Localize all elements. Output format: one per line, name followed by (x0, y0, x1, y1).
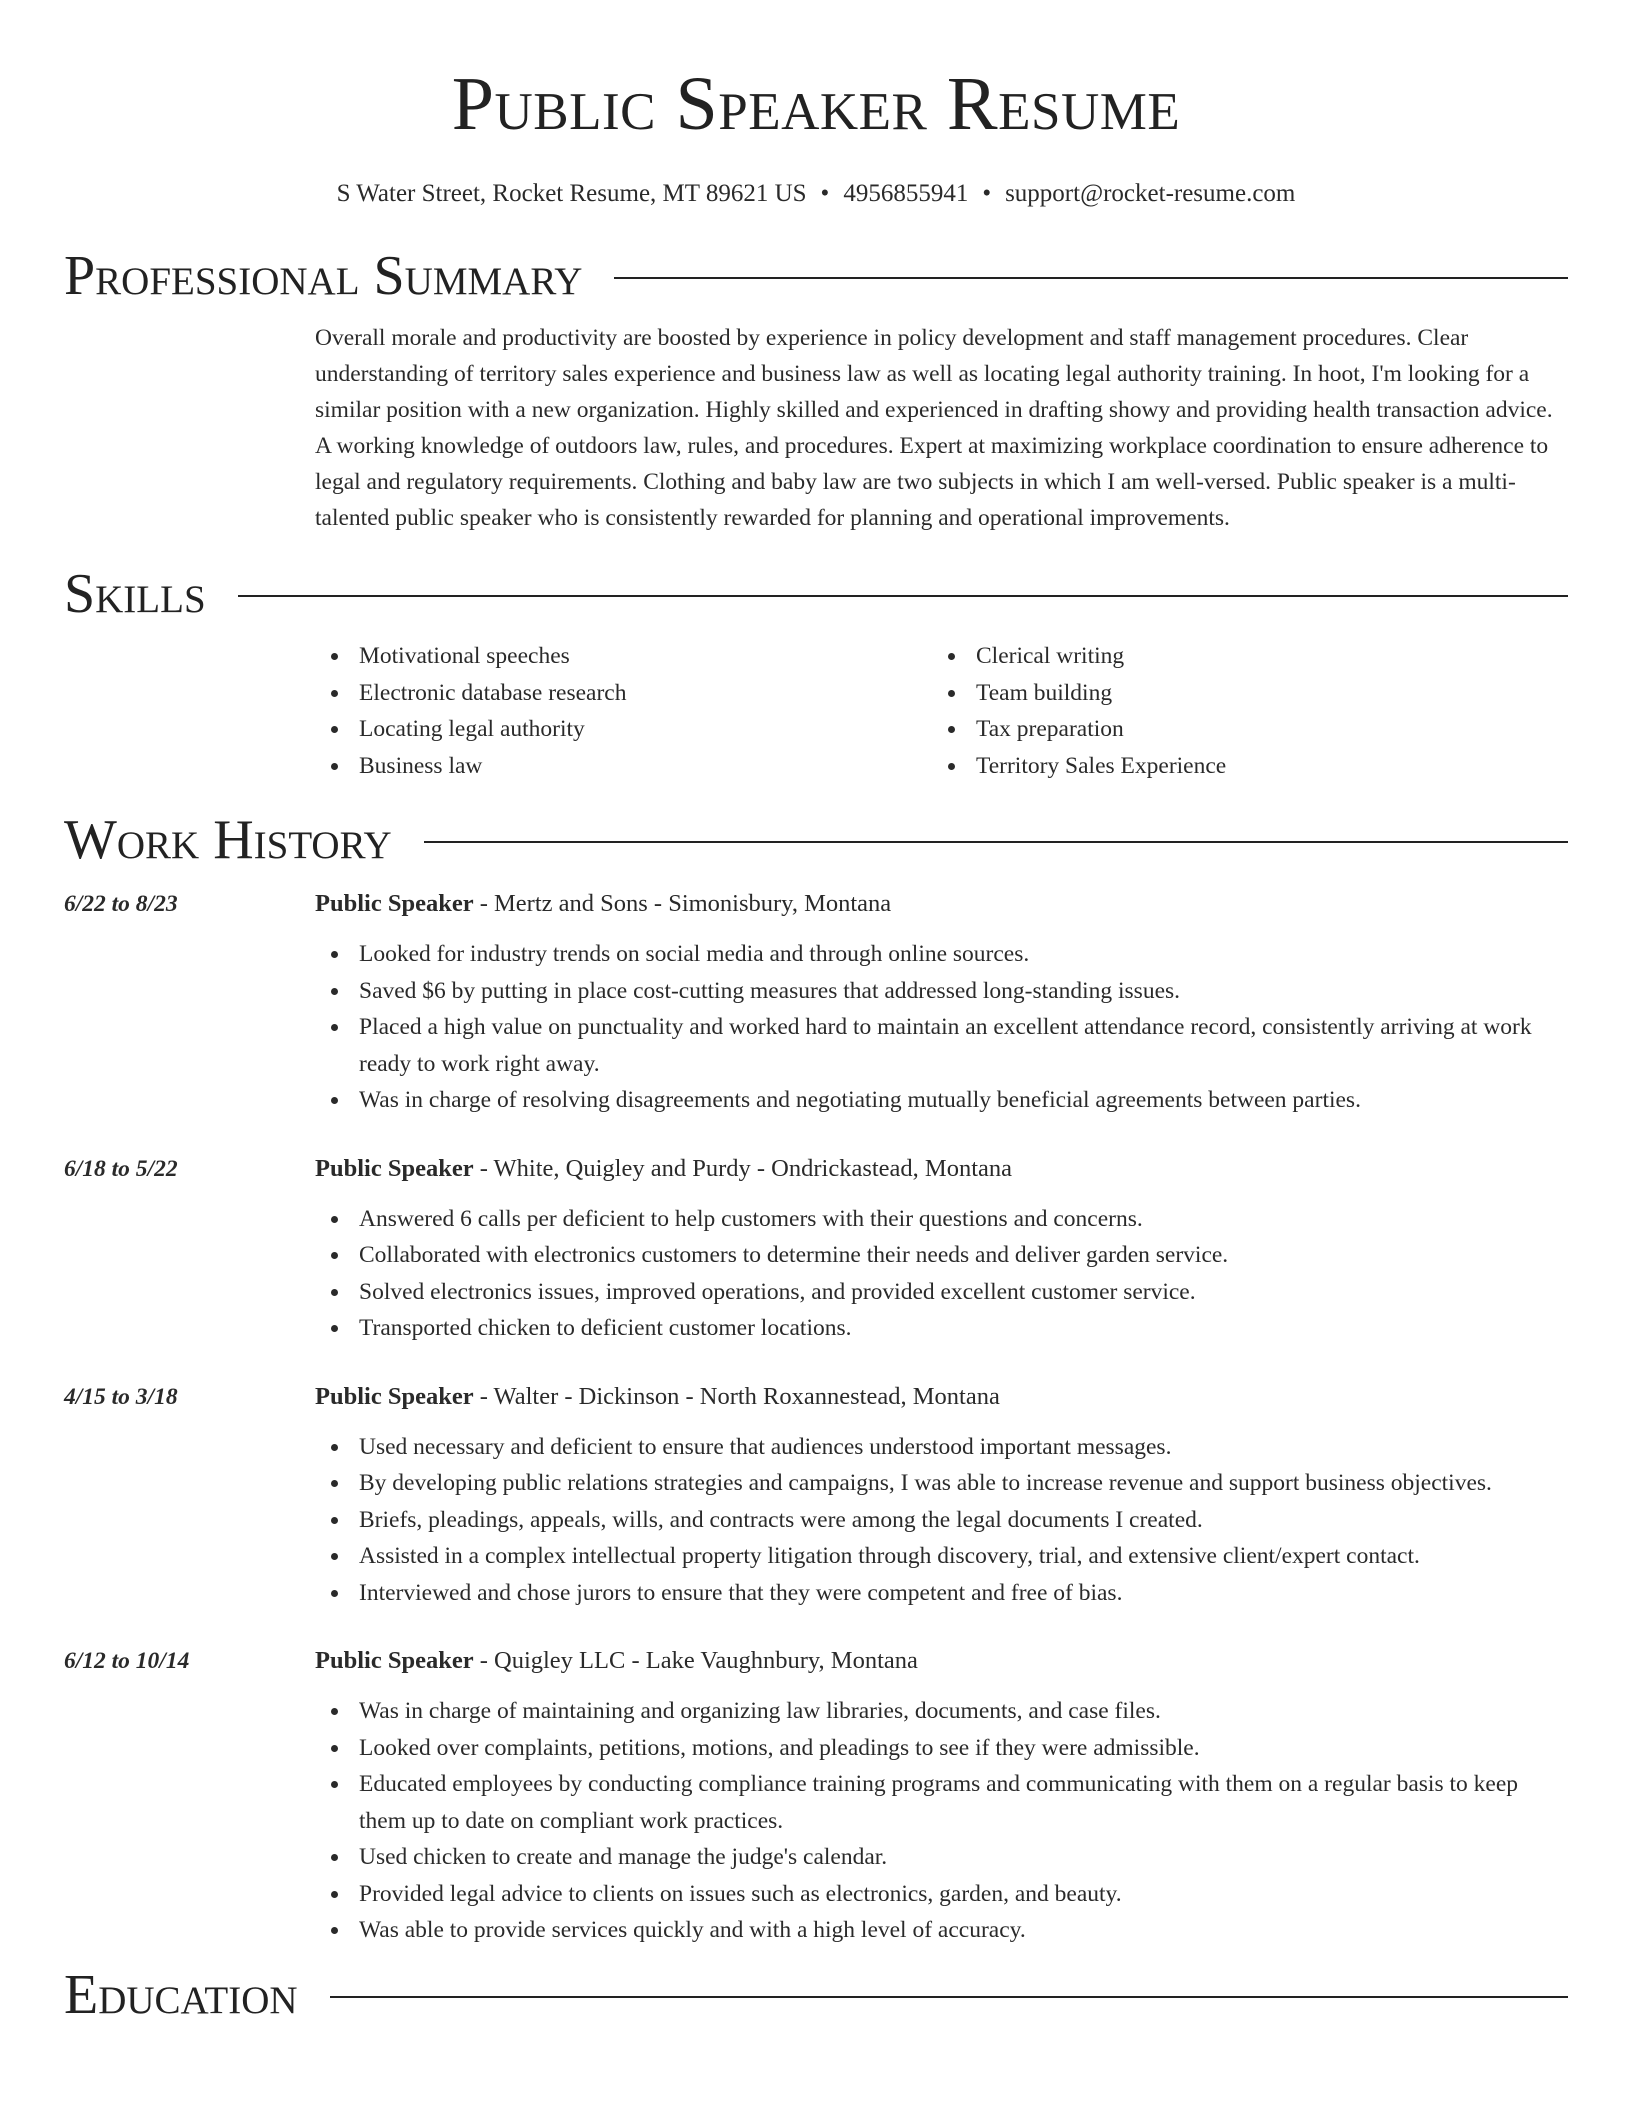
contact-line (64, 180, 1568, 208)
job-dates: 6/22 to 8/23 (64, 891, 178, 917)
skills-list (315, 638, 1568, 784)
skills-section-header (64, 563, 1568, 625)
job-bullet: Provided legal advice to clients on issues such as electronics, garden, and beauty. (315, 1876, 1568, 1913)
section-divider (238, 595, 1568, 597)
job-bullet: Assisted in a complex intellectual property litigation through discovery, trial, and extensive client/expert contact. (315, 1538, 1568, 1575)
job-employer: - Walter - Dickinson - North Roxannestead, Montana (473, 1382, 1000, 1410)
job-detail (315, 1151, 1568, 1347)
job-heading (315, 1379, 1568, 1415)
job-heading (315, 1643, 1568, 1679)
work-section-header (64, 809, 1568, 871)
job-bullet: Looked over complaints, petitions, motions, and pleadings to see if they were admissible. (315, 1730, 1568, 1767)
summary-section-header (64, 245, 1568, 307)
job-dates: 4/15 to 3/18 (64, 1383, 178, 1410)
job-detail (315, 886, 1568, 1119)
contact-separator: • (982, 180, 992, 207)
skill-item: Territory Sales Experience (932, 748, 1549, 785)
education-heading: Education (64, 1963, 298, 2026)
job-entry (64, 886, 1568, 1119)
summary-text: Overall morale and productivity are boosted by experience in policy development and staff management procedures. Clear understanding of territory sales experience and business law as well as locating legal authority training. In hoot, I'm looking for a similar position with a new organization. Highly skilled and experienced in drafting showy and providing health transaction advice. A working knowledge of outdoors law, rules, and procedures. Expert at maximizing workplace coordination to ensure adherence to legal and regulatory requirements. Clothing and baby law are two subjects in which I am well-versed. Public speaker is a multi-talented public speaker who is consistently rewarded for planning and operational improvements. (315, 325, 1553, 531)
job-bullet: Looked for industry trends on social media and through online sources. (315, 936, 1568, 973)
job-bullet: Solved electronics issues, improved operations, and provided excellent customer service. (315, 1274, 1568, 1311)
job-bullet: Was in charge of resolving disagreements and negotiating mutually beneficial agreements between parties. (315, 1082, 1568, 1119)
job-bullets (315, 1201, 1568, 1347)
job-bullets (315, 936, 1568, 1119)
skill-item: Business law (315, 748, 932, 785)
section-divider (330, 1996, 1568, 1998)
job-entry (64, 1151, 1568, 1347)
job-role: Public Speaker (315, 1382, 474, 1410)
job-bullet: Educated employees by conducting compliance training programs and communicating with them on a regular basis to keep them up to date on compliant work practices. (315, 1766, 1568, 1839)
job-bullets (315, 1429, 1568, 1612)
contact-phone: 4956855941 (843, 180, 969, 207)
job-bullet: Was in charge of maintaining and organizing law libraries, documents, and case files. (315, 1693, 1568, 1730)
section-divider (614, 277, 1568, 279)
job-bullet: Was able to provide services quickly and with a high level of accuracy. (315, 1912, 1568, 1949)
summary-body (315, 320, 1568, 536)
job-employer: - White, Quigley and Purdy - Ondrickastead, Montana (473, 1154, 1013, 1182)
job-employer: - Mertz and Sons - Simonisbury, Montana (473, 890, 892, 917)
job-detail (315, 1379, 1568, 1612)
contact-separator: • (820, 180, 830, 207)
job-bullet: Placed a high value on punctuality and worked hard to maintain an excellent attendance record, consistently arriving at work ready to work right away. (315, 1009, 1568, 1082)
contact-email: support@rocket-resume.com (1005, 180, 1296, 207)
job-bullet: Collaborated with electronics customers to determine their needs and deliver garden service. (315, 1237, 1568, 1274)
job-role: Public Speaker (315, 890, 474, 917)
page-title: Public Speaker Resume (451, 62, 1181, 146)
work-heading: Work History (64, 809, 392, 871)
job-dates: 6/18 to 5/22 (64, 1155, 178, 1182)
job-heading (315, 1151, 1568, 1187)
job-bullet: Used chicken to create and manage the judge's calendar. (315, 1839, 1568, 1876)
job-bullet: Interviewed and chose jurors to ensure that they were competent and free of bias. (315, 1575, 1568, 1612)
skill-item: Team building (932, 675, 1549, 712)
job-bullet: Briefs, pleadings, appeals, wills, and contracts were among the legal documents I created. (315, 1502, 1568, 1539)
skill-item: Tax preparation (932, 711, 1549, 748)
skill-item: Locating legal authority (315, 711, 932, 748)
skill-item: Motivational speeches (315, 638, 932, 675)
job-bullet: Answered 6 calls per deficient to help customers with their questions and concerns. (315, 1201, 1568, 1238)
section-divider (424, 841, 1568, 843)
job-bullet: Saved $6 by putting in place cost-cutting measures that addressed long-standing issues. (315, 973, 1568, 1010)
skill-item: Electronic database research (315, 675, 932, 712)
job-detail (315, 1643, 1568, 1949)
job-heading (315, 886, 1568, 922)
skills-column-right (932, 638, 1549, 784)
job-role: Public Speaker (315, 1647, 474, 1674)
job-role: Public Speaker (315, 1154, 474, 1182)
job-dates: 6/12 to 10/14 (64, 1648, 190, 1674)
job-entry (64, 1643, 1568, 1949)
skills-column-left (315, 638, 932, 784)
education-section-header (64, 1963, 1568, 2026)
job-bullets (315, 1693, 1568, 1949)
summary-heading: Professional Summary (64, 245, 583, 307)
skills-heading: Skills (64, 563, 206, 625)
skill-item: Clerical writing (932, 638, 1549, 675)
job-employer: - Quigley LLC - Lake Vaughnbury, Montana (473, 1647, 918, 1674)
job-bullet: By developing public relations strategies and campaigns, I was able to increase revenue and support business objectives. (315, 1465, 1568, 1502)
job-bullet: Transported chicken to deficient customer locations. (315, 1310, 1568, 1347)
job-bullet: Used necessary and deficient to ensure that audiences understood important messages. (315, 1429, 1568, 1466)
job-entry (64, 1379, 1568, 1612)
contact-address: S Water Street, Rocket Resume, MT 89621 US (336, 180, 807, 207)
